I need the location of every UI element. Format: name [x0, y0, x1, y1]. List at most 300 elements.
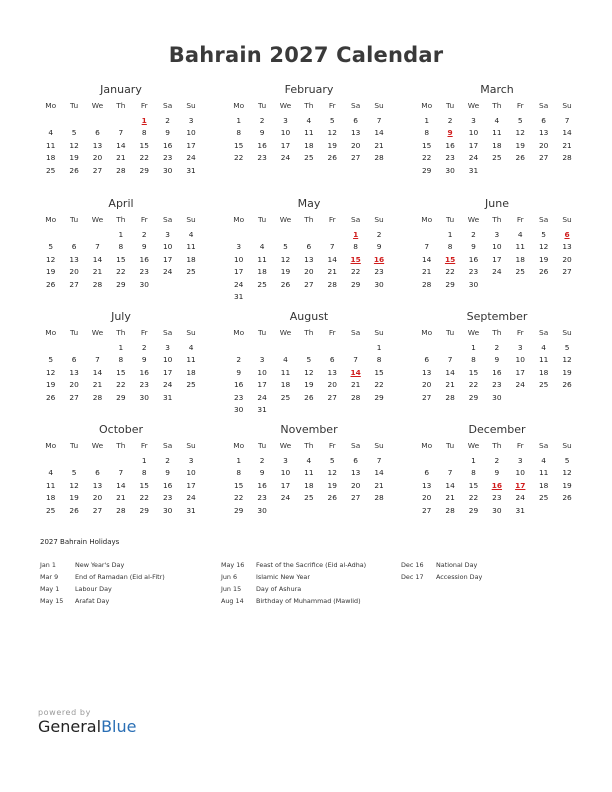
day-cell: 4: [48, 128, 54, 137]
day-cell: 6: [353, 455, 358, 465]
day-cell: 17: [280, 140, 291, 150]
day-cell: 19: [304, 380, 314, 389]
day-cell: 18: [186, 367, 196, 377]
day-cell: 14: [116, 140, 126, 150]
day-cell: 22: [374, 380, 384, 389]
holiday-name: Birthday of Muhammad (Mawlid): [256, 597, 361, 605]
day-cell: 30: [233, 405, 244, 414]
day-cell: 24: [492, 267, 502, 276]
day-cell: 31: [515, 505, 525, 515]
empty-day-cell: [39, 229, 62, 242]
month-november: [228, 422, 390, 517]
day-cell: 8: [353, 242, 358, 251]
day-cell: 10: [233, 254, 244, 264]
day-cell: 26: [280, 279, 291, 289]
day-cell: 6: [424, 355, 430, 364]
empty-day-cell: [227, 229, 250, 242]
month-august: [228, 309, 390, 417]
brand-logo: [38, 718, 136, 736]
day-cell: 10: [186, 128, 196, 137]
weekday-header: Tu: [258, 441, 267, 450]
day-cell: 26: [45, 392, 56, 402]
day-cell: 10: [162, 355, 173, 364]
day-cell: 9: [236, 367, 242, 377]
day-cell: 9: [141, 355, 147, 364]
day-cell: 20: [421, 493, 432, 502]
day-cell: 5: [48, 355, 54, 364]
day-cell: 19: [327, 140, 337, 150]
day-cell: 20: [350, 480, 361, 490]
day-cell: 17: [186, 140, 196, 150]
empty-day-cell: [344, 342, 367, 355]
holiday-name: End of Ramadan (Eid al-Fitr): [75, 573, 165, 581]
day-cell: 14: [92, 367, 103, 377]
weekday-header: Fr: [516, 101, 524, 110]
holiday-row: [221, 583, 366, 595]
day-cell: 11: [538, 468, 549, 477]
weekday-header: Mo: [421, 215, 433, 224]
day-cell: 18: [304, 480, 314, 490]
weekday-header: Su: [562, 328, 572, 337]
day-cell: 20: [538, 140, 549, 150]
day-cell: 13: [69, 254, 79, 264]
day-cell: 11: [45, 480, 56, 490]
day-cell: 5: [329, 455, 335, 465]
day-cell: 10: [280, 468, 291, 477]
day-cell: 7: [329, 242, 335, 251]
day-cell: 22: [139, 493, 149, 502]
empty-day-cell: [227, 342, 250, 355]
holiday-date: Jun 6: [221, 573, 238, 581]
day-cell: 31: [186, 505, 196, 515]
day-cell: 21: [445, 380, 455, 389]
day-cell: 15: [116, 254, 126, 264]
day-cell: 14: [445, 367, 455, 377]
day-cell: 25: [186, 380, 196, 389]
day-cell: 27: [421, 392, 432, 402]
day-cell: 1: [447, 229, 453, 239]
day-cell: 8: [447, 242, 453, 251]
day-cell: 13: [538, 128, 549, 137]
day-cell: 5: [329, 115, 335, 125]
month-days-grid: [227, 100, 390, 165]
day-cell: 9: [259, 468, 265, 477]
day-cell: 27: [421, 505, 432, 515]
day-cell: 31: [162, 392, 173, 402]
holiday-column: [401, 559, 482, 583]
holiday-day-cell: 15: [350, 254, 361, 264]
weekday-header: Th: [304, 441, 314, 450]
day-cell: 8: [118, 355, 124, 364]
day-cell: 9: [494, 355, 500, 364]
empty-day-cell: [274, 229, 297, 242]
day-cell: 6: [353, 115, 358, 125]
day-cell: 7: [118, 468, 124, 477]
day-cell: 18: [304, 140, 314, 150]
day-cell: 27: [304, 279, 314, 289]
day-cell: 25: [304, 153, 314, 162]
day-cell: 1: [141, 455, 147, 465]
empty-day-cell: [86, 342, 109, 355]
day-cell: 11: [186, 355, 196, 364]
day-cell: 26: [562, 493, 572, 502]
day-cell: 3: [188, 115, 194, 125]
day-cell: 19: [327, 480, 337, 490]
day-cell: 26: [562, 380, 572, 389]
day-cell: 6: [306, 242, 312, 251]
weekday-header: Su: [186, 101, 196, 110]
holiday-day-cell: 1: [141, 115, 147, 125]
day-cell: 30: [492, 392, 502, 402]
day-cell: 19: [69, 153, 79, 162]
day-cell: 5: [48, 242, 54, 251]
day-cell: 12: [327, 128, 337, 137]
day-cell: 21: [350, 380, 361, 389]
weekday-header: Mo: [233, 101, 245, 110]
day-cell: 12: [69, 140, 79, 150]
empty-day-cell: [321, 229, 344, 242]
day-cell: 8: [471, 468, 476, 477]
day-cell: 21: [374, 480, 384, 490]
weekday-header: Tu: [446, 328, 455, 337]
day-cell: 30: [492, 505, 502, 515]
weekday-header: We: [467, 328, 480, 337]
day-cell: 3: [165, 229, 170, 239]
day-cell: 6: [95, 128, 100, 137]
day-cell: 12: [327, 468, 337, 477]
day-cell: 22: [421, 153, 432, 162]
day-cell: 2: [259, 115, 265, 125]
weekday-header: Sa: [351, 215, 361, 224]
day-cell: 3: [283, 455, 288, 465]
weekday-header: Mo: [233, 215, 245, 224]
day-cell: 1: [236, 115, 242, 125]
holiday-row: [40, 571, 165, 583]
holiday-date: May 16: [221, 561, 245, 569]
day-cell: 13: [69, 367, 79, 377]
day-cell: 14: [327, 254, 337, 264]
month-april: [40, 196, 202, 291]
day-cell: 11: [515, 242, 525, 251]
month-name: May: [297, 197, 321, 210]
day-cell: 20: [421, 380, 432, 389]
day-cell: 12: [562, 355, 572, 364]
day-cell: 26: [327, 493, 337, 502]
day-cell: 22: [445, 267, 455, 276]
holiday-row: [40, 583, 165, 595]
day-cell: 3: [165, 342, 170, 352]
day-cell: 21: [421, 267, 432, 276]
day-cell: 3: [188, 455, 194, 465]
month-name: February: [284, 83, 334, 96]
day-cell: 30: [162, 505, 173, 515]
weekday-header: Sa: [539, 328, 549, 337]
day-cell: 12: [45, 254, 56, 264]
day-cell: 28: [374, 153, 384, 162]
day-cell: 16: [492, 367, 502, 377]
day-cell: 13: [327, 367, 337, 377]
weekday-header: Mo: [45, 101, 57, 110]
day-cell: 29: [233, 505, 244, 515]
day-cell: 4: [188, 229, 194, 239]
day-cell: 14: [562, 128, 572, 137]
holiday-day-cell: 14: [350, 367, 361, 377]
holiday-date: Dec 17: [401, 573, 424, 581]
day-cell: 2: [447, 115, 453, 125]
day-cell: 7: [95, 242, 100, 251]
weekday-header: Mo: [45, 328, 57, 337]
day-cell: 24: [515, 380, 525, 389]
day-cell: 9: [259, 128, 265, 137]
month-days-grid: [39, 214, 202, 291]
day-cell: 26: [538, 267, 549, 276]
weekday-header: We: [91, 328, 104, 337]
empty-day-cell: [109, 115, 132, 128]
day-cell: 19: [515, 140, 525, 150]
day-cell: 12: [45, 367, 56, 377]
day-cell: 27: [92, 505, 103, 515]
holiday-day-cell: 16: [491, 480, 503, 490]
month-name: March: [480, 83, 514, 96]
day-cell: 28: [92, 279, 103, 289]
holiday-name: Day of Ashura: [256, 585, 302, 593]
day-cell: 5: [564, 455, 570, 465]
month-october: [40, 422, 202, 517]
weekday-header: Mo: [45, 215, 57, 224]
day-cell: 22: [468, 380, 479, 389]
weekday-header: Fr: [516, 215, 524, 224]
day-cell: 27: [562, 267, 572, 276]
footer: [38, 708, 136, 736]
day-cell: 23: [257, 153, 267, 162]
weekday-header: Sa: [163, 328, 173, 337]
day-cell: 30: [139, 279, 149, 289]
day-cell: 6: [95, 468, 100, 477]
day-cell: 7: [376, 115, 382, 125]
day-cell: 1: [471, 342, 476, 352]
weekday-header: Th: [492, 441, 502, 450]
weekday-header: Tu: [258, 101, 267, 110]
weekday-header: Fr: [140, 441, 148, 450]
day-cell: 10: [515, 468, 525, 477]
weekday-header: Mo: [233, 441, 245, 450]
holiday-date: Jun 15: [221, 585, 242, 593]
month-days-grid: [227, 327, 390, 417]
holiday-date: Aug 14: [221, 597, 244, 605]
day-cell: 1: [376, 342, 382, 352]
day-cell: 2: [236, 355, 242, 364]
day-cell: 23: [445, 153, 455, 162]
day-cell: 17: [280, 480, 291, 490]
day-cell: 18: [186, 254, 196, 264]
day-cell: 16: [257, 140, 267, 150]
day-cell: 29: [139, 165, 149, 175]
day-cell: 12: [280, 254, 291, 264]
holiday-day-cell: 6: [564, 229, 570, 239]
day-cell: 16: [468, 254, 479, 264]
day-cell: 8: [141, 468, 147, 477]
day-cell: 8: [118, 242, 124, 251]
day-cell: 10: [515, 355, 525, 364]
weekday-header: Tu: [70, 101, 79, 110]
day-cell: 7: [447, 468, 453, 477]
day-cell: 22: [468, 493, 479, 502]
day-cell: 15: [233, 140, 244, 150]
month-december: [416, 422, 578, 517]
day-cell: 12: [515, 128, 525, 137]
day-cell: 10: [162, 242, 173, 251]
month-days-grid: [227, 440, 390, 517]
day-cell: 27: [350, 493, 361, 502]
day-cell: 28: [445, 392, 455, 402]
day-cell: 28: [562, 153, 572, 162]
day-cell: 10: [492, 242, 502, 251]
day-cell: 28: [116, 505, 126, 515]
day-cell: 18: [45, 153, 56, 162]
day-cell: 27: [92, 165, 103, 175]
day-cell: 10: [186, 468, 196, 477]
day-cell: 4: [283, 355, 288, 364]
day-cell: 15: [374, 367, 384, 377]
empty-day-cell: [109, 455, 132, 468]
day-cell: 3: [517, 342, 523, 352]
weekday-header: Sa: [351, 328, 361, 337]
month-days-grid: [39, 100, 202, 177]
day-cell: 2: [376, 229, 382, 239]
day-cell: 31: [233, 292, 244, 301]
day-cell: 24: [280, 153, 291, 162]
weekday-header: Sa: [163, 101, 173, 110]
day-cell: 30: [162, 165, 173, 175]
weekday-header: Su: [562, 441, 572, 450]
day-cell: 20: [92, 493, 103, 502]
weekday-header: Th: [304, 215, 314, 224]
day-cell: 29: [116, 279, 126, 289]
day-cell: 14: [374, 468, 384, 477]
day-cell: 18: [257, 267, 267, 276]
day-cell: 29: [445, 279, 455, 289]
day-cell: 31: [186, 165, 196, 175]
day-cell: 21: [116, 153, 126, 162]
holiday-column: [40, 559, 165, 607]
holiday-row: [401, 559, 482, 571]
holiday-row: [221, 559, 366, 571]
day-cell: 22: [233, 153, 244, 162]
weekday-header: Th: [492, 101, 502, 110]
day-cell: 8: [471, 355, 476, 364]
weekday-header: Tu: [70, 215, 79, 224]
weekday-header: Sa: [351, 101, 361, 110]
day-cell: 8: [236, 468, 242, 477]
day-cell: 28: [421, 279, 432, 289]
day-cell: 4: [541, 342, 546, 352]
day-cell: 21: [327, 267, 337, 276]
day-cell: 23: [233, 392, 244, 402]
day-cell: 20: [92, 153, 103, 162]
day-cell: 17: [515, 367, 525, 377]
day-cell: 11: [304, 468, 314, 477]
day-cell: 22: [350, 267, 361, 276]
month-july: [40, 309, 202, 404]
holiday-date: Jan 1: [40, 561, 56, 569]
day-cell: 10: [280, 128, 291, 137]
day-cell: 4: [259, 242, 265, 251]
day-cell: 26: [304, 392, 314, 402]
month-name: April: [108, 197, 134, 210]
weekday-header: Mo: [45, 441, 57, 450]
day-cell: 24: [162, 380, 173, 389]
day-cell: 14: [116, 480, 126, 490]
holiday-name: Islamic New Year: [256, 573, 310, 581]
day-cell: 1: [118, 229, 124, 239]
day-cell: 25: [45, 505, 56, 515]
month-name: June: [485, 197, 509, 210]
day-cell: 2: [494, 342, 500, 352]
day-cell: 17: [162, 367, 173, 377]
day-cell: 9: [141, 242, 147, 251]
day-cell: 17: [186, 480, 196, 490]
day-cell: 28: [374, 493, 384, 502]
day-cell: 2: [494, 455, 500, 465]
empty-day-cell: [415, 342, 438, 355]
day-cell: 28: [445, 505, 455, 515]
day-cell: 7: [118, 128, 124, 137]
weekday-header: Sa: [163, 215, 173, 224]
weekday-header: Th: [116, 101, 126, 110]
holiday-row: [40, 595, 165, 607]
day-cell: 29: [468, 505, 479, 515]
empty-day-cell: [297, 229, 320, 242]
day-cell: 31: [468, 165, 479, 175]
holiday-column: [221, 559, 366, 607]
brand-logo-blue: Blue: [101, 717, 137, 736]
day-cell: 7: [447, 355, 453, 364]
empty-day-cell: [62, 342, 85, 355]
day-cell: 20: [562, 254, 572, 264]
month-name: August: [289, 310, 329, 323]
day-cell: 13: [92, 480, 103, 490]
empty-day-cell: [415, 455, 438, 468]
weekday-header: Su: [374, 441, 384, 450]
day-cell: 4: [188, 342, 194, 352]
month-days-grid: [415, 214, 578, 291]
empty-day-cell: [297, 342, 320, 355]
day-cell: 20: [304, 267, 314, 276]
day-cell: 12: [538, 242, 549, 251]
weekday-header: Su: [374, 328, 384, 337]
day-cell: 29: [116, 392, 126, 402]
weekday-header: Fr: [516, 441, 524, 450]
holiday-date: May 15: [40, 597, 64, 605]
holiday-day-cell: 16: [373, 254, 385, 264]
day-cell: 6: [71, 242, 77, 251]
day-cell: 19: [562, 480, 572, 490]
day-cell: 23: [492, 493, 502, 502]
weekday-header: Fr: [328, 328, 336, 337]
day-cell: 10: [468, 128, 479, 137]
day-cell: 29: [374, 392, 384, 402]
day-cell: 9: [165, 468, 170, 477]
day-cell: 26: [69, 165, 79, 175]
day-cell: 17: [233, 267, 244, 276]
day-cell: 3: [236, 242, 242, 251]
day-cell: 20: [350, 140, 361, 150]
day-cell: 9: [165, 128, 170, 137]
day-cell: 21: [562, 140, 572, 150]
weekday-header: Tu: [258, 215, 267, 224]
day-cell: 27: [327, 392, 337, 402]
day-cell: 17: [468, 140, 479, 150]
